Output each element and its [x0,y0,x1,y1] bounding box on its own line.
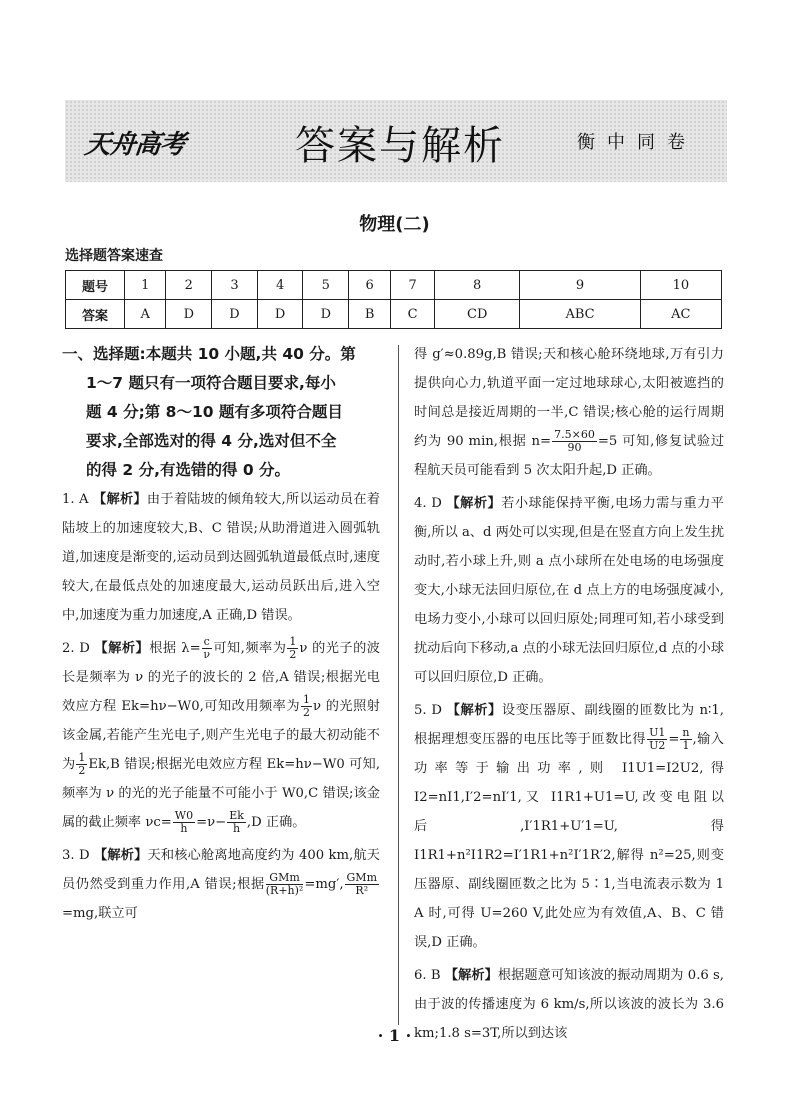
quick-answers-title: 选择题答案速查 [65,248,163,264]
fraction: $\frac{1}{2}$ [289,635,297,661]
answer-cell: D [212,300,258,329]
question-number: 1 [125,271,166,300]
left-column [62,340,380,928]
question-number: 3 [212,271,258,300]
question-number: 9 [520,271,640,300]
answer-table [65,270,722,329]
fraction: $\frac{Ek}{h}$ [229,809,244,835]
fraction: $\frac{\text{GMm}}{\text{(R+h)²}}$ [265,871,304,897]
solution-q1: 1. A 【解析】由于着陆坡的倾角较大,所以运动员在着陆坡上的加速度较大,B、C 错误;从助滑道进入圆弧轨道,加速度是渐变的,运动员到达圆弧轨道最低点时,速度较大,在最低点处的加速度最大,运动员跃出后,进入空中,加速度为重力加速度,A 正确,D 错误。 [62,492,380,623]
fraction: $\frac{U1}{U2}$ [649,726,666,752]
page-number: · 1 · [377,1026,412,1045]
answer-cell: D [257,300,303,329]
answer-cell: ABC [520,300,640,329]
right-column [414,340,724,1048]
solution-q3: 3. D 【解析】天和核心舱离地高度约为 400 km,航天员仍然受到重力作用,A 错误;根据 $\frac{\text{GMm}}{\text{(R+h)²}}$ =mg′, $\frac{\text{GMm}}{\text{R²}}$ =mg,联立可 [62,848,380,921]
row-label-answer: 答案 [66,300,125,329]
fraction: $\frac{1}{2}$ [303,693,311,719]
solution-q2: 2. D 【解析】根据 λ= $\frac{c}{\nu}$ 可知,频率为 $\frac{1}{2}$ ν 的光子的波长是频率为 ν 的光子的波长的 2 倍,A 错误;根据光电效应方程 Ek=hν−W0,可知改用频率为 $\frac{1}{2}$ ν 的光照射该金属,若能产生光电子,则产生光电子的最大初动能不为 $\frac{1}{2}$ Ek,B 错误;根据光电效应方程 Ek=hν−W0 可知,频率为 ν 的光的光子能量不可能小于 W0,C 错误;该金属的截止频率 νc= $\frac{W0}{h}$ =ν− $\frac{Ek}{h}$ ,D 正确。 [62,635,381,835]
question-number: 8 [435,271,520,300]
section-heading: 一、选择题:本题共 10 小题,共 40 分。第 1～7 题只有一项符合题目要求,每小 题 4 分;第 8～10 题有多项符合题目 要求,全部选对的得 4 分,选对但不全 的得 2 分,有选错的得 0 分。 [62,345,356,479]
row-label-number: 题号 [66,271,125,300]
subject-title: 物理(二) [359,214,430,235]
column-divider [398,345,399,1025]
answer-cell: AC [640,300,721,329]
fraction: $\frac{W0}{h}$ [174,809,194,835]
number-row [66,271,722,300]
answer-row [66,300,722,329]
answer-cell: D [166,300,212,329]
question-number: 5 [303,271,349,300]
answer-cell: C [391,300,435,329]
answer-cell: D [303,300,349,329]
fraction: $\frac{1}{2}$ [78,751,86,777]
page-title: 答案与解析 [295,123,505,169]
fraction: $\frac{7.5\times 60}{90}$ [554,428,595,454]
solution-q6: 6. B 【解析】根据题意可知该波的振动周期为 0.6 s,由于波的传播速度为 6 km/s,所以该波的波长为 3.6 km;1.8 s=3T,所以到达该 [414,968,724,1041]
publisher-logo: 天舟高考 [83,130,187,160]
header-banner [65,100,727,182]
question-number: 6 [349,271,391,300]
fraction: $\frac{n}{1}$ [682,726,690,752]
question-number: 2 [166,271,212,300]
solution-q5: 5. D 【解析】设变压器原、副线圈的匝数比为 n∶1,根据理想变压器的电压比等于匝数比得 $\frac{U1}{U2}$ = $\frac{n}{1}$ ,输入功率等于输出功率,则 I1U1=I2U2,得 I2=nI1,I′2=nI′1,又 I1R1+U1=U,改变电阻以后,I′1R1+U′1=U,得 I1R1+n²I1R2=I′1R1+n²I′1R′2,解得 n²=25,则变压器原、副线圈匝数之比为 5∶1,当电流表示数为 1 A 时,可得 U=260 V,此处应为有效值,A、B、C 错误,D 正确。 [414,703,724,950]
solution-q4: 4. D 【解析】若小球能保持平衡,电场力需与重力平衡,所以 a、d 两处可以实现,但是在竖直方向上发生扰动时,若小球上升,则 a 点小球所在处电场的电场强度变大,小球无法回归原位,在 d 点上方的电场强度减小,电场力变小,小球可以回归原处;同理可知,若小球受到扰动后向下移动,a 点的小球无法回归原位,d 点的小球可以回归原位,D 正确。 [414,496,725,685]
solution-q3-continued: 得 g′≈0.89g,B 错误;天和核心舱环绕地球,万有引力提供向心力,轨道平面一定过地球球心,太阳被遮挡的时间总是接近周期的一半,C 错误;核心舱的运行周期约为 90 min,根据 n= $\frac{7.5\times 60}{90}$ =5 可知,修复试验过程航天员可能看到 5 次太阳升起,D 正确。 [414,347,725,478]
question-number: 7 [391,271,435,300]
question-number: 4 [257,271,303,300]
answer-cell: B [349,300,391,329]
fraction: $\frac{c}{\nu}$ [203,635,211,661]
answer-cell: CD [435,300,520,329]
fraction: $\frac{\text{GMm}}{\text{R²}}$ [346,871,377,897]
question-number: 10 [640,271,721,300]
series-name: 衡中同卷 [577,132,697,153]
answer-cell: A [125,300,166,329]
